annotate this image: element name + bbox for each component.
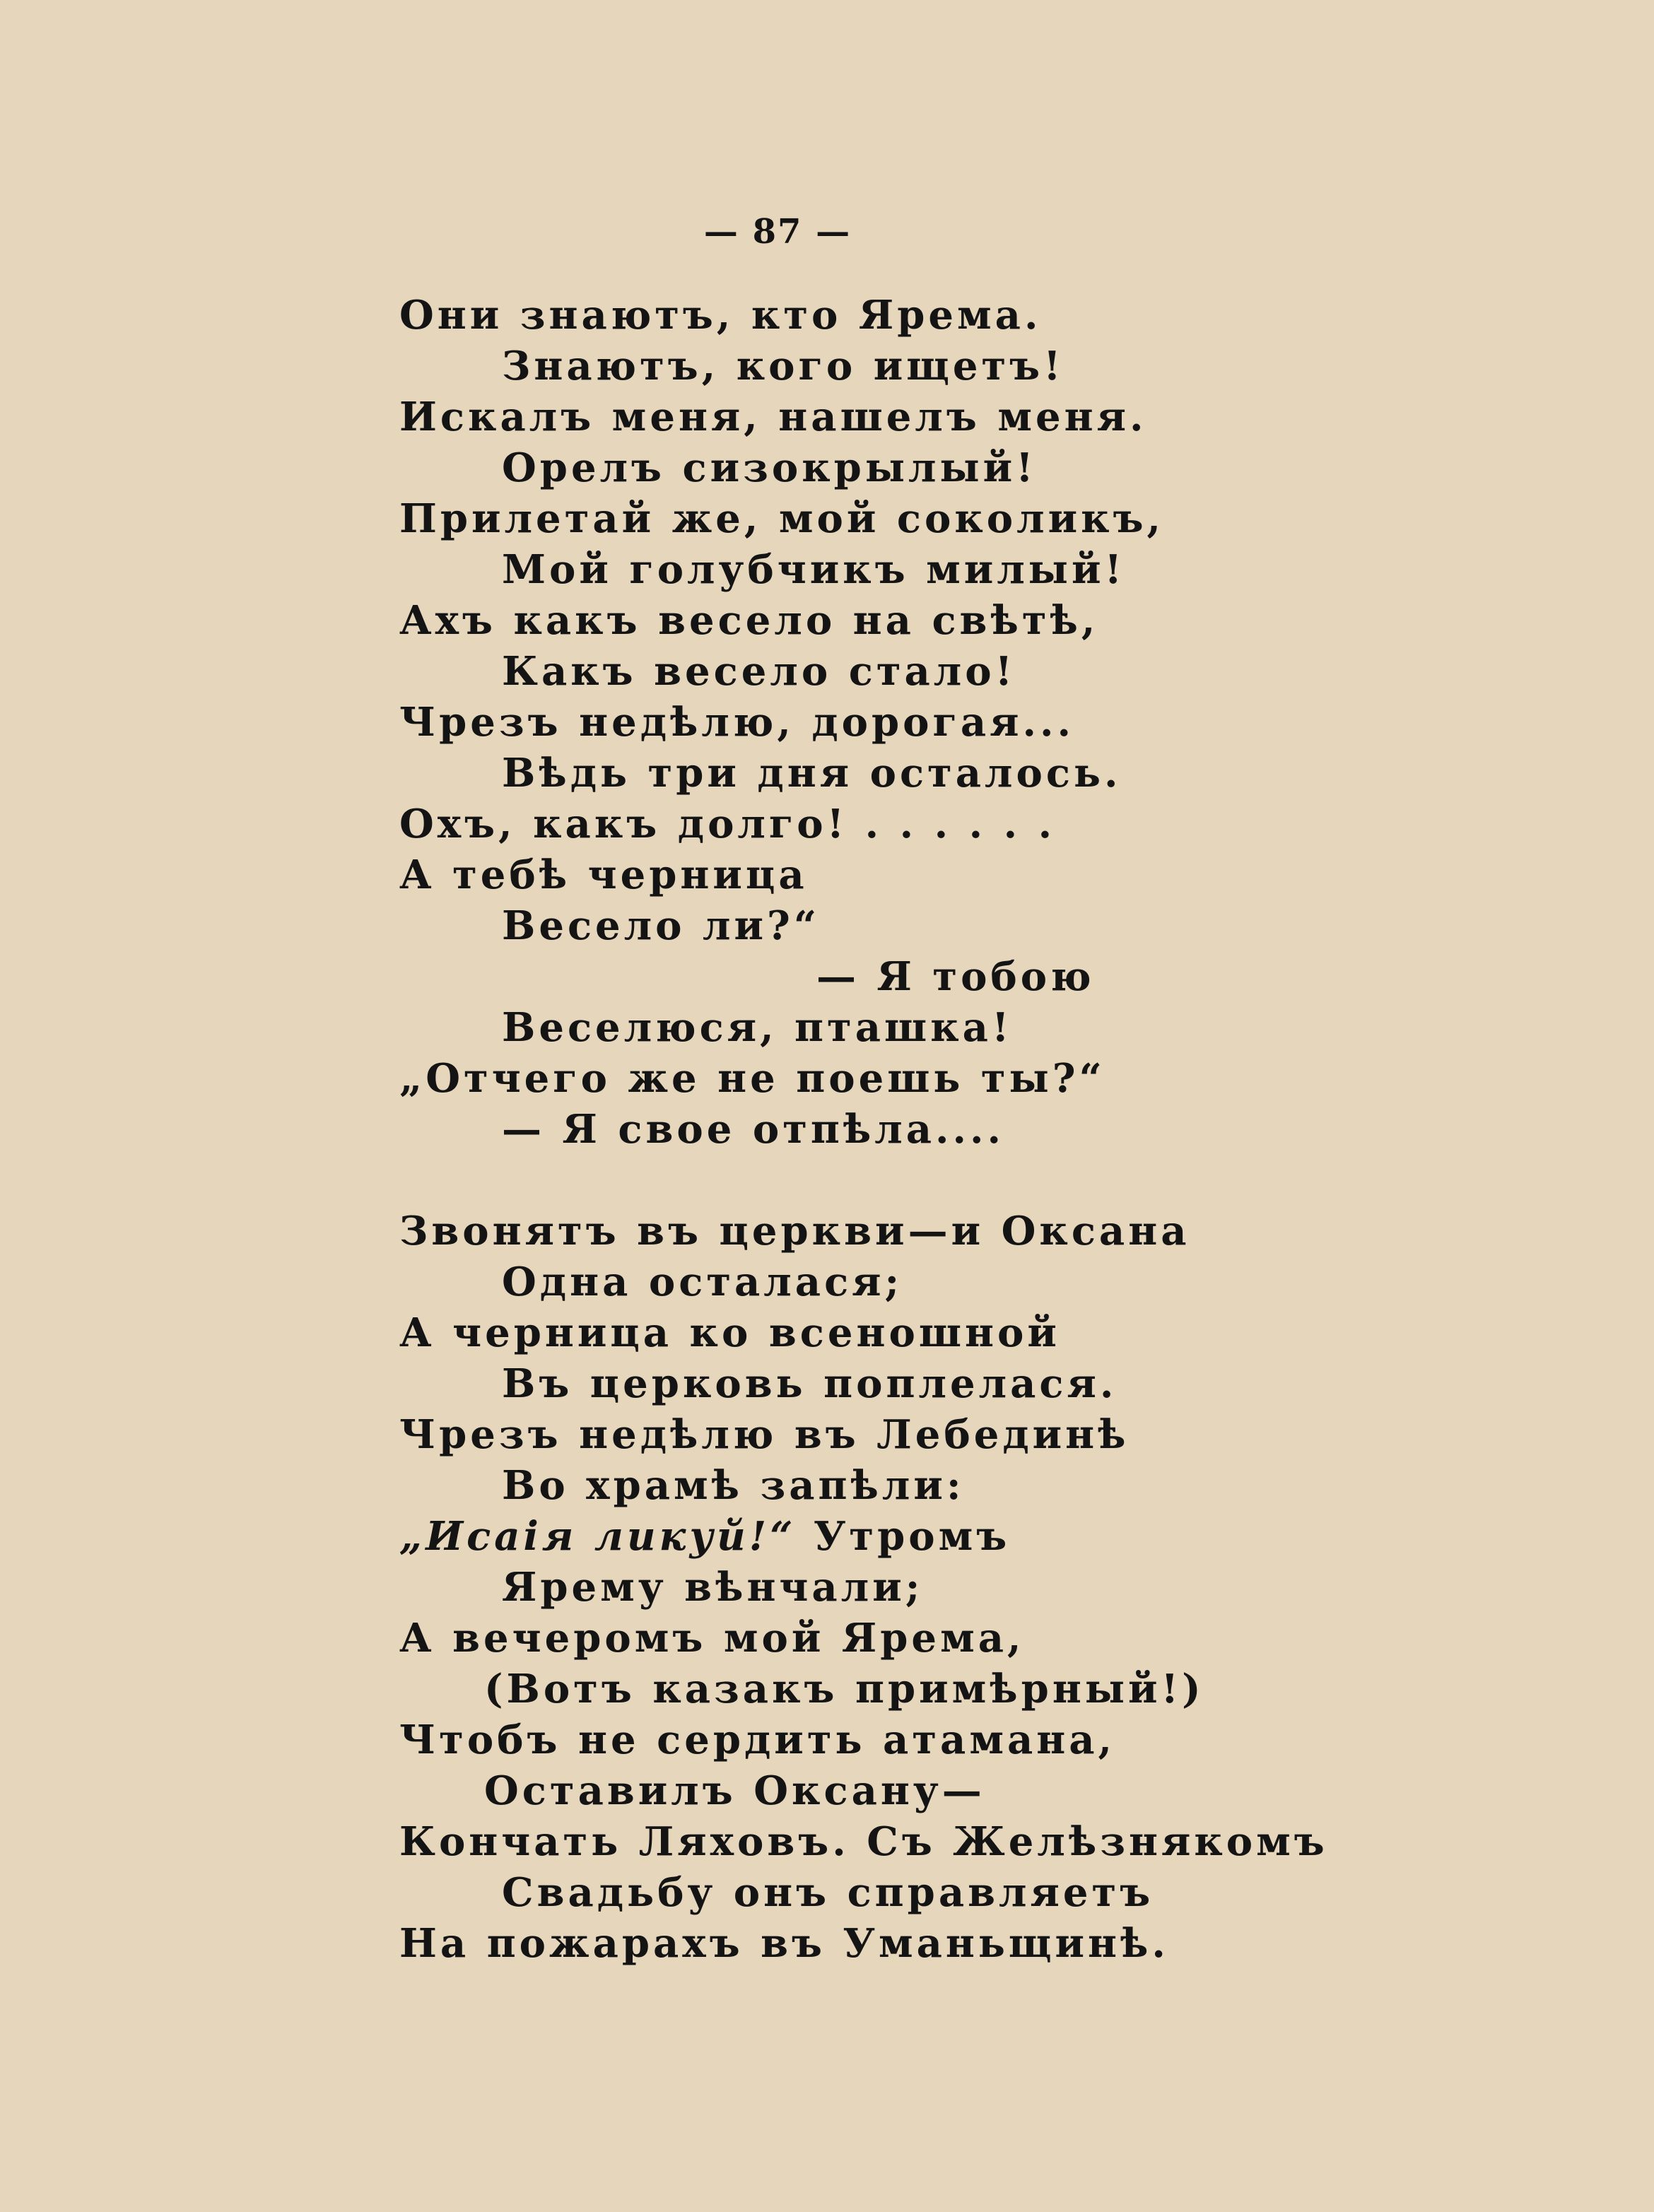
poem-line: Орелъ сизокрылый! [502, 445, 1037, 491]
poem-line: Вѣдь три дня осталось. [502, 750, 1122, 796]
poem-line: Свадьбу онъ справляетъ [502, 1869, 1154, 1916]
poem-line: Ярему вѣнчали; [502, 1564, 924, 1611]
poem-line: „Отчего же не поешь ты?“ [399, 1055, 1105, 1102]
poem-line: Они знаютъ, кто Ярема. [399, 292, 1042, 339]
poem-line: Чрезъ недѣлю въ Лебединѣ [399, 1411, 1130, 1458]
poem [399, 290, 1328, 1969]
poem-line: На пожарахъ въ Уманьщинѣ. [399, 1920, 1169, 1967]
poem-line: А тебѣ черница [399, 852, 808, 898]
poem-line: А черница ко всеношной [399, 1310, 1060, 1356]
poem-line: Чтобъ не сердить атамана, [399, 1717, 1116, 1763]
poem-line: Искалъ меня, нашелъ меня. [399, 394, 1147, 440]
poem-line: Кончать Ляховъ. Съ Желѣзнякомъ [399, 1818, 1328, 1865]
stanza [399, 1206, 1328, 1969]
poem-line: Прилетай же, мой соколикъ, [399, 495, 1165, 542]
poem-line: Какъ весело стало! [502, 648, 1016, 695]
page-number: — 87 — [703, 212, 852, 252]
poem-line: Чрезъ недѣлю, дорогая... [399, 699, 1074, 746]
poem-line: Ахъ какъ весело на свѣтѣ, [399, 597, 1099, 644]
poem-line: Одна осталася; [502, 1259, 903, 1305]
poem-line: Знаютъ, кого ищетъ! [502, 343, 1064, 389]
poem-line: Мой голубчикъ милый! [502, 546, 1126, 593]
poem-line: (Вотъ казакъ примѣрный!) [484, 1666, 1204, 1712]
poem-line: — Я свое отпѣла.... [502, 1106, 1005, 1153]
poem-line-italic: „Исаія ликуй!“ [399, 1513, 797, 1560]
poem-line: А вечеромъ мой Ярема, [399, 1615, 1025, 1661]
poem-line: Оставилъ Оксану— [484, 1767, 985, 1814]
poem-line: Во храмѣ запѣли: [502, 1462, 965, 1509]
poem-line: Звонятъ въ церкви—и Оксана [399, 1208, 1190, 1254]
poem-line: Веселюся, пташка! [502, 1004, 1013, 1051]
poem-line-rest: Утромъ [796, 1513, 1011, 1560]
stanza [399, 290, 1318, 1155]
poem-line: Охъ, какъ долго! . . . . . . [399, 801, 1056, 847]
poem-line: — Я тобою [816, 953, 1095, 1000]
poem-line [399, 1511, 1318, 1562]
poem-line: Въ церковь поплелася. [502, 1360, 1118, 1407]
poem-line: Весело ли?“ [502, 902, 821, 949]
